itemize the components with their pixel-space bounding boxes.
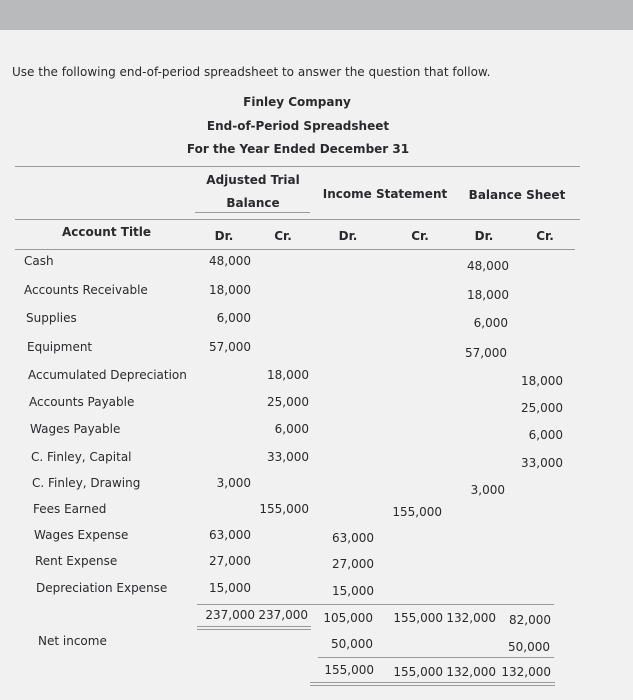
final-double-rule-1 [310, 682, 555, 683]
atb-dr-cell: 57,000 [209, 340, 251, 354]
atb-heading-line1: Adjusted Trial [206, 173, 300, 187]
atb-cr-cell: 155,000 [259, 502, 309, 516]
final-is-dr: 155,000 [324, 663, 374, 677]
period-label: For the Year Ended December 31 [186, 142, 410, 156]
atb-cr-cell: 6,000 [274, 422, 309, 436]
account-title-cell: Accumulated Depreciation [28, 368, 187, 382]
bs-cr-heading: Cr. [536, 229, 554, 243]
income-statement-heading: Income Statement [322, 187, 448, 201]
account-title-cell: Cash [24, 254, 54, 268]
total-is-cr: 155,000 [393, 611, 443, 625]
is-cr-cell: 155,000 [392, 505, 442, 519]
atb-double-rule-2 [197, 629, 311, 630]
bs-cr-cell: 6,000 [528, 428, 563, 442]
is-dr-cell: 27,000 [332, 557, 374, 571]
is-cr-heading: Cr. [411, 229, 429, 243]
bs-dr-cell: 57,000 [465, 346, 507, 360]
top-bar [0, 0, 633, 30]
account-title-cell: Accounts Receivable [24, 283, 148, 297]
account-title-cell: Wages Payable [30, 422, 121, 436]
net-income-label: Net income [38, 634, 107, 648]
account-title-cell: Accounts Payable [29, 395, 135, 409]
final-totals-top-rule [318, 657, 554, 658]
bs-cr-cell: 18,000 [521, 374, 563, 388]
column-heading-divider [15, 249, 575, 250]
bs-cr-cell: 33,000 [521, 456, 563, 470]
final-is-cr: 155,000 [393, 665, 443, 679]
atb-dr-cell: 6,000 [216, 311, 251, 325]
atb-dr-cell: 15,000 [209, 581, 251, 595]
account-title-cell: Rent Expense [35, 554, 118, 568]
company-name: Finley Company [243, 95, 351, 109]
atb-heading-underline [195, 212, 310, 213]
account-title-heading: Account Title [62, 225, 152, 239]
atb-dr-cell: 18,000 [209, 283, 251, 297]
atb-dr-cell: 48,000 [209, 254, 251, 268]
atb-double-rule-1 [197, 626, 311, 627]
is-dr-heading: Dr. [338, 229, 358, 243]
account-title-cell: Depreciation Expense [36, 581, 168, 595]
atb-dr-cell: 63,000 [209, 528, 251, 542]
account-title-cell: Wages Expense [34, 528, 129, 542]
is-dr-cell: 63,000 [332, 531, 374, 545]
total-atb-cr: 237,000 [258, 608, 308, 622]
atb-dr-cell: 27,000 [209, 554, 251, 568]
total-is-dr: 105,000 [323, 611, 373, 625]
account-title-cell: C. Finley, Capital [31, 450, 132, 464]
account-title-cell: Fees Earned [33, 502, 107, 516]
total-bs-cr: 82,000 [509, 613, 551, 627]
balance-sheet-heading: Balance Sheet [468, 188, 566, 202]
account-title-cell: C. Finley, Drawing [32, 476, 141, 490]
bs-dr-heading: Dr. [474, 229, 494, 243]
bs-dr-cell: 48,000 [467, 259, 509, 273]
totals-top-rule [197, 604, 554, 605]
atb-heading-line2: Balance [226, 196, 280, 210]
column-group-divider [15, 219, 580, 220]
account-title-cell: Equipment [27, 340, 93, 354]
final-double-rule-2 [310, 685, 555, 686]
total-bs-dr: 132,000 [446, 611, 496, 625]
bs-cr-cell: 25,000 [521, 401, 563, 415]
bs-dr-cell: 6,000 [473, 316, 508, 330]
final-bs-dr: 132,000 [446, 665, 496, 679]
net-income-is-dr: 50,000 [331, 637, 373, 651]
atb-cr-heading: Cr. [274, 229, 292, 243]
atb-cr-cell: 18,000 [267, 368, 309, 382]
net-income-bs-cr: 50,000 [508, 640, 550, 654]
account-title-cell: Supplies [26, 311, 77, 325]
atb-dr-heading: Dr. [214, 229, 234, 243]
bs-dr-cell: 18,000 [467, 288, 509, 302]
spreadsheet-title: End-of-Period Spreadsheet [206, 119, 390, 133]
is-dr-cell: 15,000 [332, 584, 374, 598]
total-atb-dr: 237,000 [205, 608, 255, 622]
final-bs-cr: 132,000 [501, 665, 551, 679]
instruction-text: Use the following end-of-period spreadsheet to answer the question that follow. [12, 65, 491, 79]
atb-cr-cell: 25,000 [267, 395, 309, 409]
header-divider [15, 166, 580, 167]
atb-cr-cell: 33,000 [267, 450, 309, 464]
bs-dr-cell: 3,000 [470, 483, 505, 497]
atb-dr-cell: 3,000 [216, 476, 251, 490]
